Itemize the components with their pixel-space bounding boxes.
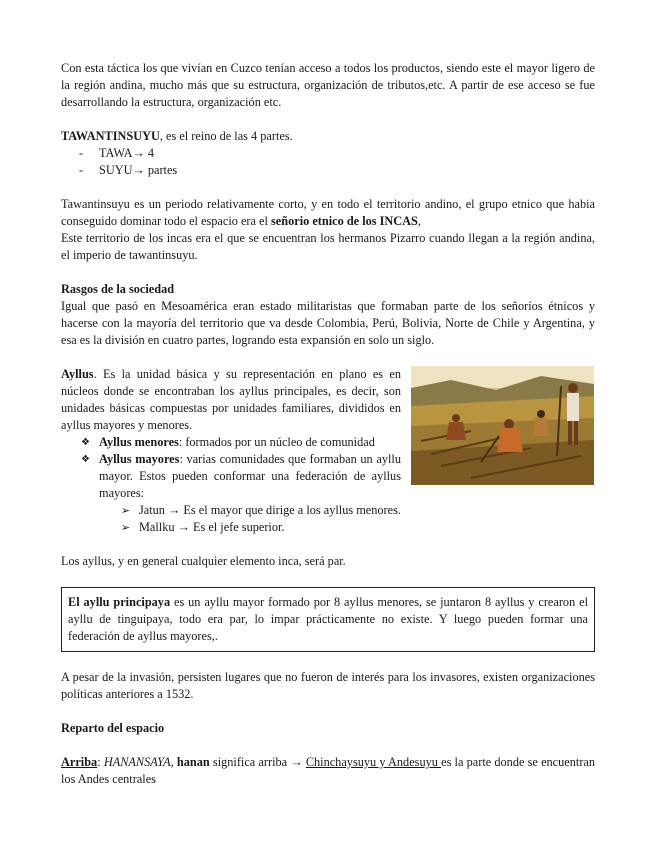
ayllu-principaya-term: El ayllu principaya bbox=[68, 595, 171, 609]
ayllus-term: Ayllus bbox=[61, 367, 94, 381]
arriba-term: Arriba bbox=[61, 755, 98, 769]
document-page bbox=[61, 60, 595, 788]
heading-reparto: Reparto del espacio bbox=[61, 721, 165, 735]
paragraph-par: Los ayllus, y en general cualquier elemento inca, será par. bbox=[61, 554, 346, 568]
list-item: - SUYU→ partes bbox=[79, 162, 595, 179]
list-item-ayllus-mayores: ❖ Ayllus mayores: varias comunidades que formaban un ayllu mayor. Estos pueden conformar una federación de ayllus mayores: bbox=[81, 451, 401, 502]
paragraph-cuzco: Con esta táctica los que vivían en Cuzco tenían acceso a todos los productos, siendo este el mayor ligero de la región andina, mucho más que su estructura, organización de tributos,etc. A partir de ese acceso se fue desarrollando la estructura, organización etc. bbox=[61, 61, 595, 109]
ayllus-sublist bbox=[61, 502, 595, 536]
paragraph-arriba: Arriba: HANANSAYA, hanan significa arriba → Chinchaysuyu y Andesuyu es la parte donde se encuentran los Andes centrales bbox=[61, 755, 596, 786]
paragraph-rasgos: Igual que pasó en Mesoamérica eran estado militaristas que formaban parte de los señoríos étnicos y hacerse con la mayoría del territorio que va desde Colombia, Perú, Bolivia, Norte de Chile y Argentina, y esa es la división en cuatro partes, logrando esta expansión en solo un siglo. bbox=[61, 299, 595, 347]
paragraph-pizarro: Este territorio de los incas era el que se encuentran los hermanos Pizarro cuando llegan a la región andina, el imperio de tawantinsuyu. bbox=[61, 231, 595, 262]
list-item-mallku: ➢ Mallku → Es el jefe superior. bbox=[121, 519, 595, 536]
senorio-incas: señorio etnico de los INCAS bbox=[271, 214, 418, 228]
list-item: - TAWA→ 4 bbox=[79, 145, 595, 162]
paragraph-ayllus: Ayllus. Es la unidad básica y su representación en plano es en núcleos donde se encontraban los ayllus principales, es decir, son unidades básicas compuestas por unidades familiares, divididos en ayllus mayores y menores. bbox=[61, 367, 401, 432]
ayllus-illustration bbox=[411, 366, 594, 485]
suyus-underlined: Chinchaysuyu y Andesuyu bbox=[305, 755, 442, 769]
tawantinsuyu-definition: TAWANTINSUYU, es el reino de las 4 partes. bbox=[61, 129, 293, 143]
paragraph-invasion: A pesar de la invasión, persisten lugares que no fueron de interés para los invasores, existen organizaciones políticas anteriores a 1532. bbox=[61, 670, 595, 701]
list-item-ayllus-menores: ❖ Ayllus menores: formados por un núcleo de comunidad bbox=[81, 434, 401, 451]
list-item-jatun: ➢ Jatun → Es el mayor que dirige a los ayllus menores. bbox=[121, 502, 595, 519]
ayllus-text bbox=[61, 366, 401, 434]
ayllu-principaya-box: El ayllu principaya es un ayllu mayor formado por 8 ayllus menores, se juntaron 8 ayllus y crearon el ayllu de tinguipaya, todo era par, lo impar prácticamente no existe. Y luego pueden formar una federación de ayllus mayores,. bbox=[61, 587, 595, 652]
heading-rasgos: Rasgos de la sociedad bbox=[61, 282, 175, 296]
tawantinsuyu-list bbox=[61, 145, 595, 179]
ayllus-section bbox=[61, 366, 595, 536]
paragraph-periodo: Tawantinsuyu es un periodo relativamente corto, y en todo el territorio andino, el grupo etnico que habia conseguido dominar todo el espacio era el señorio etnico de los INCAS, bbox=[61, 197, 595, 228]
tawantinsuyu-term: TAWANTINSUYU bbox=[61, 129, 160, 143]
ayllus-list bbox=[61, 434, 401, 502]
